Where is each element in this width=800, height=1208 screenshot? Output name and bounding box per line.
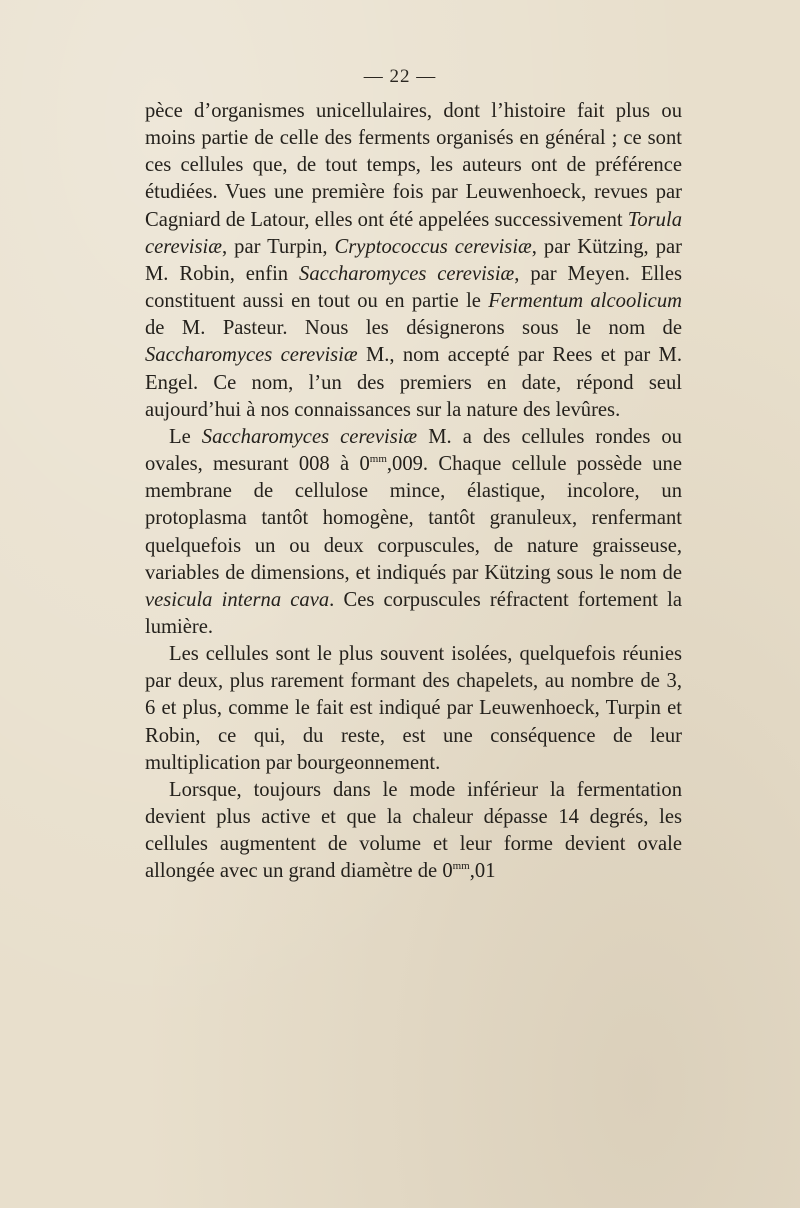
text-run: , par Turpin, (222, 235, 335, 258)
paragraph (145, 777, 682, 886)
italic-term: vesicula interna cava (145, 588, 330, 611)
unit-superscript: mm (369, 453, 387, 466)
text-run: ,009. Chaque cellule possède une membrane de cellulose mince, élastique, incolore, un protoplasma tantôt homogène, tantôt granuleux, renfermant quelquefois un ou deux corpuscules, de nature graisseuse, variables de dimensions, et indiqués par Kützing sous le nom de (145, 453, 682, 584)
text-run: Le (169, 425, 202, 448)
italic-term: Saccharomyces cerevisiæ (201, 425, 418, 448)
text-run: . Ces corpuscules réfractent fortement la lumière. (145, 588, 682, 638)
paragraph (145, 641, 682, 777)
text-run: pèce d’organismes unicellulaires, dont l’histoire fait plus ou moins partie de celle des ferments organisés en général ; ce sont ces cellules que, de tout temps, les auteurs ont de préférence étudiées. Vues une première fois par Leuwenhoeck, revues par Cagniard de Latour, elles ont été appelées successivement (145, 100, 682, 231)
italic-term: Torula cerevisiæ (145, 208, 682, 258)
text-run: M. a des cellules rondes ou ovales, mesurant 008 à 0 (145, 425, 682, 476)
text-run: M., nom accepté par Rees et par M. Engel. Ce nom, l’un des premiers en date, répond seul aujourd’hui à nos connaissances sur la nature des levûres. (145, 344, 682, 421)
text-run: Lorsque, toujours dans le mode inférieur la fermentation devient plus active et que la chaleur dépasse 14 degrés, les cellules augmentent de volume et leur forme devient ovale allongée avec un grand diamètre de 0 (145, 778, 682, 883)
text-run: de M. Pasteur. Nous les désignerons sous le nom de (145, 317, 682, 340)
text-run: ,01 (469, 860, 496, 883)
text-run: , par Kützing, par M. Robin, enfin (145, 235, 682, 285)
page-number: — 22 — (363, 66, 437, 87)
text-run: , par Meyen. Elles constituent aussi en tout ou en partie le (145, 262, 682, 313)
unit-superscript: mm (452, 860, 470, 873)
italic-term: Fermentum alcoolicum (488, 290, 682, 313)
italic-term: Saccharomyces cerevisiæ (299, 262, 515, 285)
paragraph (145, 424, 682, 641)
text-run: Les cellules sont le plus souvent isolées, quelquefois réunies par deux, plus rarement formant des chapelets, au nombre de 3, 6 et plus, comme le fait est indiqué par Leuwenhoeck, Turpin et Robin, ce qui, du reste, est une conséquence de leur multiplication par bourgeonnement. (145, 643, 682, 774)
paragraph (145, 98, 682, 424)
italic-term: Saccharomyces cerevisiæ (145, 344, 358, 367)
body-text (145, 98, 682, 886)
italic-term: Cryptococcus cerevisiæ (334, 235, 532, 258)
